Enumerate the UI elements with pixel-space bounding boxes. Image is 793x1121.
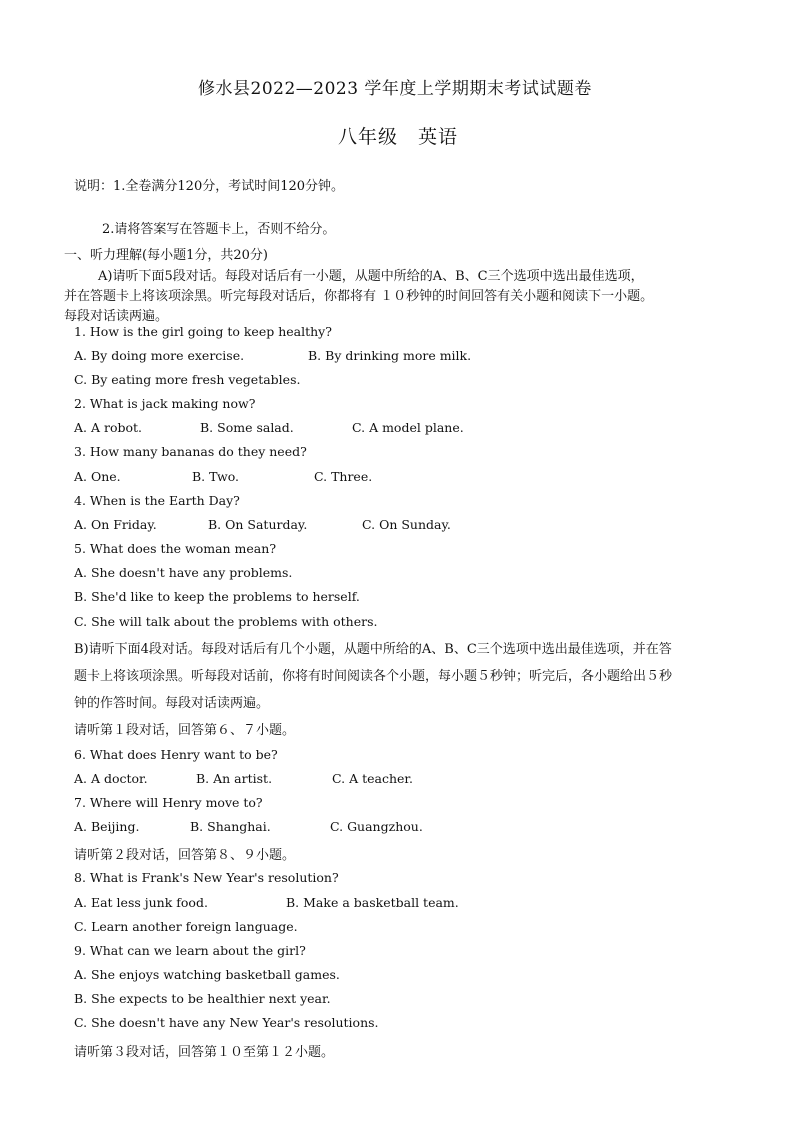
question-stem: 5. What does the woman mean? — [74, 541, 277, 556]
part-b-instruction-line: 钟的作答时间。每段对话读两遍。 — [74, 696, 270, 711]
option-a: A. One. — [74, 469, 121, 484]
question-stem: 3. How many bananas do they need? — [74, 444, 307, 459]
question-stem: 7. Where will Henry move to? — [74, 795, 263, 810]
option-c: C. A model plane. — [352, 420, 464, 435]
part-b-instruction-line: 题卡上将该项涂黑。听每段对话前，你将有时间阅读各个小题，每小题５秒钟；听完后，各小题给出５秒 — [74, 669, 673, 684]
instruction-note-1: 说明：1.全卷满分120分，考试时间120分钟。 — [74, 179, 345, 194]
option-c: C. Three. — [314, 469, 373, 484]
exam-title: 修水县2022—2023 学年度上学期期末考试试题卷 — [198, 79, 592, 99]
question-stem: 6. What does Henry want to be? — [74, 747, 278, 762]
option-c: C. On Sunday. — [362, 517, 451, 532]
option-c: C. Learn another foreign language. — [74, 919, 298, 934]
question-stem: 9. What can we learn about the girl? — [74, 943, 306, 958]
option-a: A. She doesn't have any problems. — [74, 565, 293, 580]
option-b: B. On Saturday. — [208, 517, 308, 532]
part-b-instruction-line: B)请听下面4段对话。每段对话后有几个小题，从题中所给的A、B、C三个选项中选出最佳选项，并在答 — [74, 642, 672, 657]
option-a: A. A robot. — [74, 420, 142, 435]
option-c: C. She will talk about the problems with others. — [74, 614, 378, 629]
option-a: A. Eat less junk food. — [74, 895, 208, 910]
option-b: B. She'd like to keep the problems to herself. — [74, 589, 360, 604]
option-c: C. By eating more fresh vegetables. — [74, 372, 301, 387]
option-c: C. She doesn't have any New Year's resolutions. — [74, 1015, 379, 1030]
part-a-instruction-line: 并在答题卡上将该项涂黑。听完每段对话后，你都将有 １０秒钟的时间回答有关小题和阅读下一小题。 — [64, 289, 654, 304]
question-stem: 8. What is Frank's New Year's resolution? — [74, 870, 339, 885]
option-a: A. She enjoys watching basketball games. — [74, 967, 340, 982]
section-heading: 一、听力理解(每小题1分，共20分) — [64, 248, 268, 263]
option-b: B. Shanghai. — [190, 819, 271, 834]
option-c: C. Guangzhou. — [330, 819, 423, 834]
part-a-instruction-line: A)请听下面5段对话。每段对话后有一小题，从题中所给的A、B、C三个选项中选出最佳选项， — [98, 269, 644, 284]
instruction-note-2: 2.请将答案写在答题卡上，否则不给分。 — [102, 222, 336, 237]
option-b: B. Two. — [192, 469, 240, 484]
option-b: B. By drinking more milk. — [308, 348, 472, 363]
option-a: A. Beijing. — [74, 819, 140, 834]
option-a: A. On Friday. — [74, 517, 157, 532]
dialog-instruction: 请听第２段对话，回答第８、９小题。 — [74, 848, 296, 863]
option-c: C. A teacher. — [332, 771, 413, 786]
question-stem: 4. When is the Earth Day? — [74, 493, 240, 508]
dialog-instruction: 请听第１段对话，回答第６、７小题。 — [74, 723, 296, 738]
dialog-instruction: 请听第３段对话，回答第１０至第１２小题。 — [74, 1045, 335, 1060]
option-b: B. She expects to be healthier next year. — [74, 991, 331, 1006]
option-b: B. An artist. — [196, 771, 273, 786]
part-a-instruction-line: 每段对话读两遍。 — [64, 309, 169, 324]
option-a: A. A doctor. — [74, 771, 148, 786]
exam-subtitle: 八年级 英语 — [338, 126, 459, 148]
question-stem: 2. What is jack making now? — [74, 396, 256, 411]
option-b: B. Make a basketball team. — [286, 895, 459, 910]
option-a: A. By doing more exercise. — [74, 348, 245, 363]
question-stem: 1. How is the girl going to keep healthy? — [74, 324, 332, 339]
option-b: B. Some salad. — [200, 420, 294, 435]
